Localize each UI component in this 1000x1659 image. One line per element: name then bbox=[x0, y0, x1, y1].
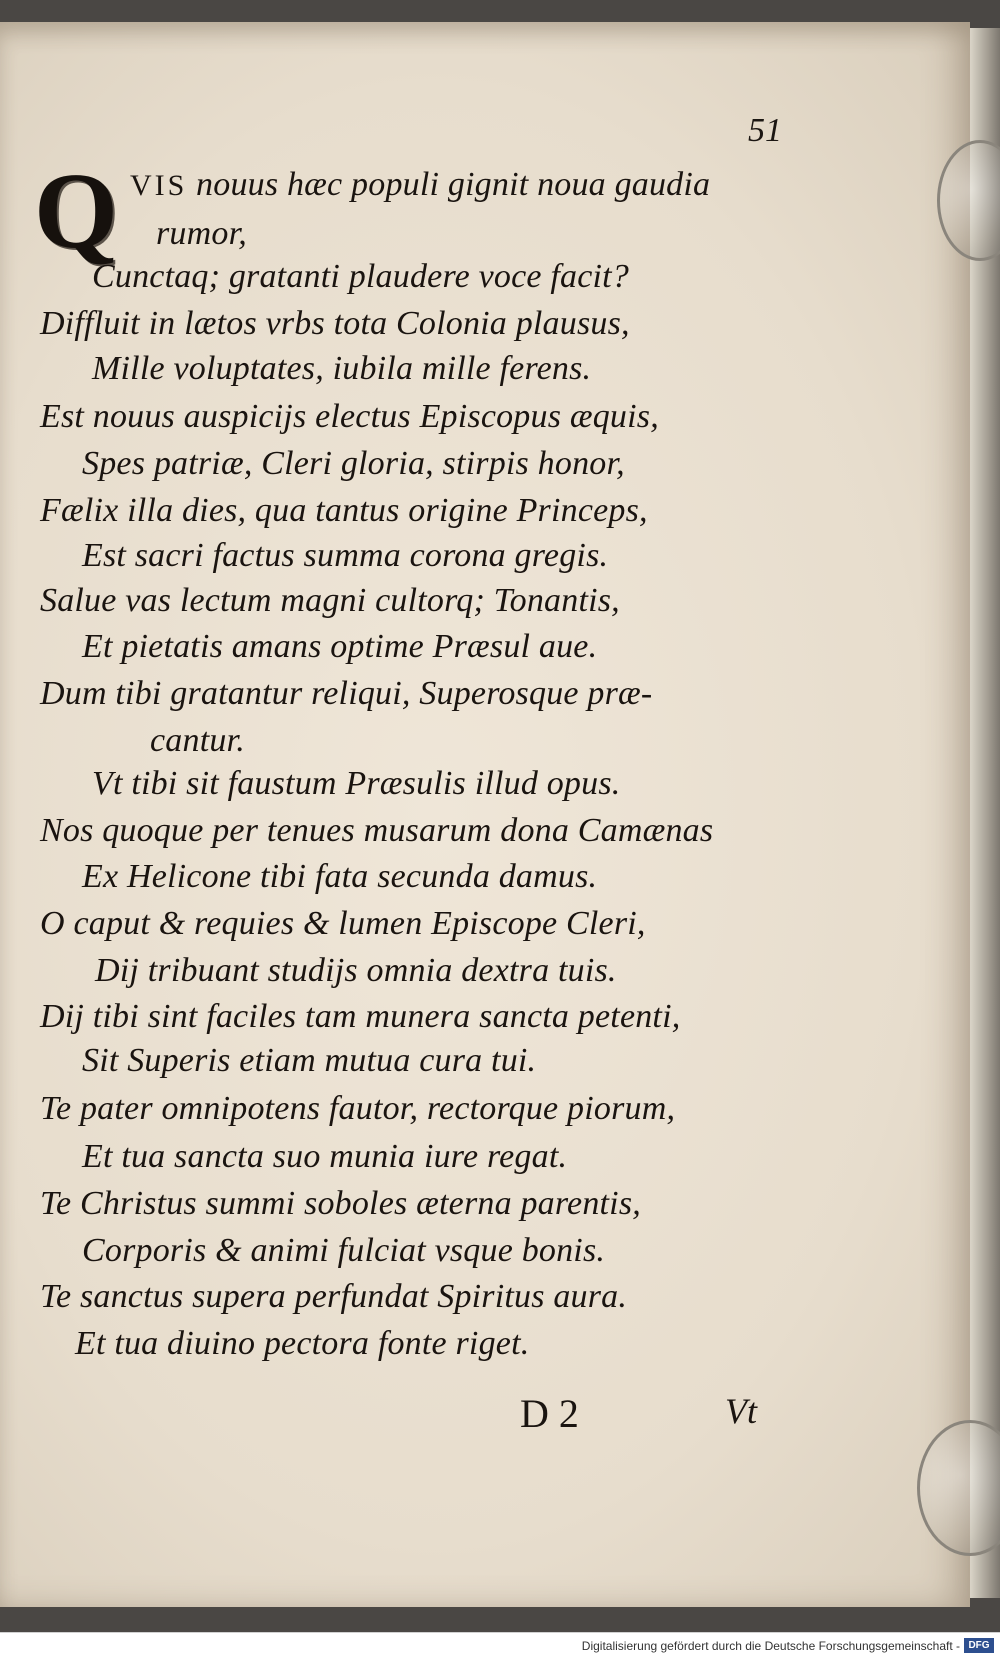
text-line: Te Christus summi soboles æterna parentis, bbox=[40, 1185, 641, 1222]
text-line: cantur. bbox=[150, 722, 245, 759]
dfg-logo-icon: DFG bbox=[964, 1638, 994, 1653]
first-line-caps: VIS bbox=[130, 169, 188, 202]
text-line: Sit Superis etiam mutua cura tui. bbox=[82, 1042, 537, 1079]
text-line: rumor, bbox=[156, 215, 247, 252]
text-line: O caput & requies & lumen Episcope Cleri, bbox=[40, 905, 646, 942]
text-line: Ex Helicone tibi fata secunda damus. bbox=[82, 858, 598, 895]
text-line: Mille voluptates, iubila mille ferens. bbox=[92, 350, 592, 387]
text-line: Nos quoque per tenues musarum dona Camænas bbox=[40, 812, 714, 849]
text-line: Vt tibi sit faustum Præsulis illud opus. bbox=[92, 765, 621, 802]
text-line: Et tua sancta suo munia iure regat. bbox=[82, 1138, 568, 1175]
text-line: Et tua diuino pectora fonte riget. bbox=[75, 1325, 530, 1362]
text-line-1 bbox=[130, 166, 710, 204]
text-line: Fælix illa dies, qua tantus origine Princeps, bbox=[40, 492, 648, 529]
catchword: Vt bbox=[725, 1391, 757, 1431]
page-number: 51 bbox=[748, 112, 782, 149]
text-line: Dum tibi gratantur reliqui, Superosque præ- bbox=[40, 675, 653, 712]
text-line: Est nouus auspicijs electus Episcopus æquis, bbox=[40, 398, 659, 435]
signature-mark: D 2 bbox=[520, 1391, 579, 1436]
first-line-rest: nouus hæc populi gignit noua gaudia bbox=[187, 166, 711, 203]
drop-capital: Q bbox=[34, 152, 119, 271]
text-line: Corporis & animi fulciat vsque bonis. bbox=[82, 1232, 606, 1269]
text-line: Dij tribuant studijs omnia dextra tuis. bbox=[95, 952, 617, 989]
text-line: Spes patriæ, Cleri gloria, stirpis honor, bbox=[82, 445, 625, 482]
text-line: Et pietatis amans optime Præsul aue. bbox=[82, 628, 598, 665]
text-line: Diffluit in lætos vrbs tota Colonia plausus, bbox=[40, 305, 630, 342]
text-line: Dij tibi sint faciles tam munera sancta petenti, bbox=[40, 998, 681, 1035]
text-line: Te pater omnipotens fautor, rectorque piorum, bbox=[40, 1090, 676, 1127]
text-line: Est sacri factus summa corona gregis. bbox=[82, 537, 609, 574]
text-line: Cunctaq; gratanti plaudere voce facit? bbox=[92, 258, 630, 295]
text-line: Te sanctus supera perfundat Spiritus aura. bbox=[40, 1278, 628, 1315]
text-line: Salue vas lectum magni cultorq; Tonantis, bbox=[40, 582, 620, 619]
footer-credit: Digitalisierung gefördert durch die Deutsche Forschungsgemeinschaft - bbox=[581, 1639, 960, 1653]
footer-bar bbox=[0, 1632, 1000, 1659]
